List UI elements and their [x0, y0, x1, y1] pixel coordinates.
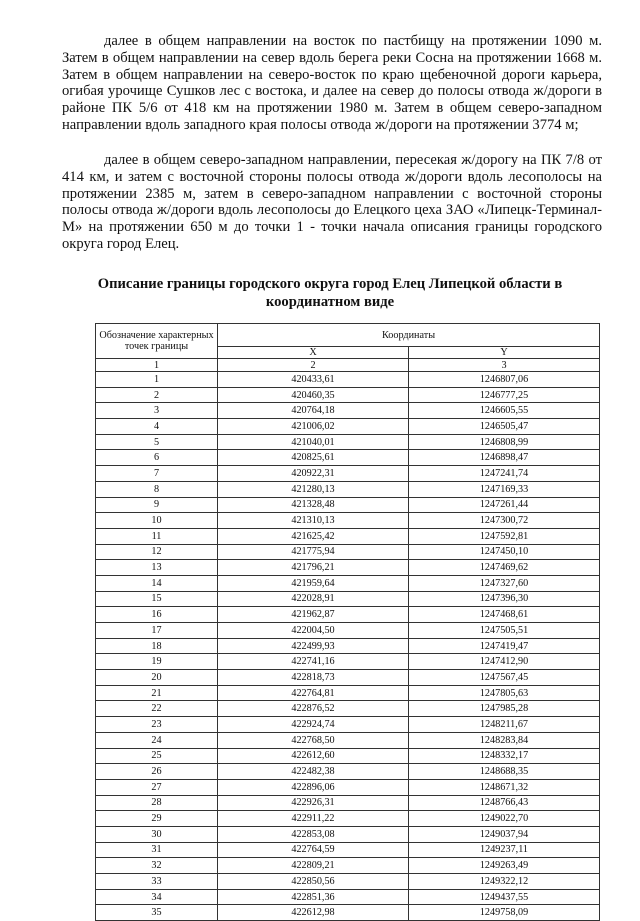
x-coordinate-cell: 421625,42: [218, 528, 409, 544]
table-row: [96, 591, 600, 607]
point-number-cell: 35: [96, 905, 218, 921]
point-number-cell: 3: [96, 403, 218, 419]
point-number-cell: 7: [96, 466, 218, 482]
point-number-cell: 1: [96, 372, 218, 388]
point-number-cell: 18: [96, 638, 218, 654]
table-row: [96, 670, 600, 686]
point-number-cell: 15: [96, 591, 218, 607]
y-coordinate-cell: 1246605,55: [409, 403, 600, 419]
x-coordinate-cell: 422851,36: [218, 889, 409, 905]
y-coordinate-cell: 1247412,90: [409, 654, 600, 670]
table-row: [96, 466, 600, 482]
table-row: [96, 575, 600, 591]
table-row: [96, 795, 600, 811]
x-coordinate-cell: 422876,52: [218, 701, 409, 717]
point-number-cell: 32: [96, 858, 218, 874]
y-coordinate-cell: 1247592,81: [409, 528, 600, 544]
x-coordinate-cell: 420922,31: [218, 466, 409, 482]
table-row: [96, 623, 600, 639]
x-coordinate-cell: 421280,13: [218, 481, 409, 497]
y-coordinate-cell: 1249263,49: [409, 858, 600, 874]
table-row: [96, 638, 600, 654]
y-coordinate-cell: 1246807,06: [409, 372, 600, 388]
point-number-cell: 26: [96, 764, 218, 780]
y-coordinate-cell: 1247169,33: [409, 481, 600, 497]
y-coordinate-cell: 1248283,84: [409, 732, 600, 748]
table-row: [96, 387, 600, 403]
table-row: [96, 732, 600, 748]
point-number-cell: 5: [96, 434, 218, 450]
x-coordinate-cell: 422764,59: [218, 842, 409, 858]
point-number-cell: 24: [96, 732, 218, 748]
table-row: [96, 779, 600, 795]
header-coordinates: Координаты: [218, 324, 600, 347]
table-row: [96, 544, 600, 560]
x-coordinate-cell: 422741,16: [218, 654, 409, 670]
table-row: [96, 654, 600, 670]
x-coordinate-cell: 421310,13: [218, 513, 409, 529]
point-number-cell: 13: [96, 560, 218, 576]
point-number-cell: 30: [96, 826, 218, 842]
x-coordinate-cell: 422499,93: [218, 638, 409, 654]
table-row: [96, 434, 600, 450]
table-row: [96, 874, 600, 890]
x-coordinate-cell: 422764,81: [218, 685, 409, 701]
column-number: 2: [218, 359, 409, 372]
point-number-cell: 4: [96, 419, 218, 435]
point-number-cell: 8: [96, 481, 218, 497]
point-number-cell: 33: [96, 874, 218, 890]
y-coordinate-cell: 1249322,12: [409, 874, 600, 890]
y-coordinate-cell: 1249022,70: [409, 811, 600, 827]
y-coordinate-cell: 1249237,11: [409, 842, 600, 858]
point-number-cell: 11: [96, 528, 218, 544]
point-number-cell: 34: [96, 889, 218, 905]
y-coordinate-cell: 1246808,99: [409, 434, 600, 450]
table-body: [96, 372, 600, 921]
table-row: [96, 748, 600, 764]
header-points: Обозначение характерных точек границы: [96, 324, 218, 359]
table-row: [96, 450, 600, 466]
x-coordinate-cell: 422896,06: [218, 779, 409, 795]
y-coordinate-cell: 1247241,74: [409, 466, 600, 482]
table-row: [96, 764, 600, 780]
point-number-cell: 31: [96, 842, 218, 858]
point-number-cell: 27: [96, 779, 218, 795]
paragraph-boundary-northwest: далее в общем северо-западном направлении, пересекая ж/дорогу на ПК 7/8 от 414 км, и затем с восточной стороны полосы отвода ж/дороги вдоль лесополосы на протяжении 2385 м, затем в северо-западном направлении с восточной стороны полосы отвода ж/дороги вдоль лесополосы до Елецкого цеха ЗАО «Липецк-Терминал-М» на протяжении 650 м до точки 1 - точки начала описания границы городского округа город Елец.: [62, 152, 602, 252]
table-row: [96, 528, 600, 544]
y-coordinate-cell: 1247327,60: [409, 575, 600, 591]
point-number-cell: 10: [96, 513, 218, 529]
table-row: [96, 685, 600, 701]
y-coordinate-cell: 1249037,94: [409, 826, 600, 842]
table-row: [96, 497, 600, 513]
point-number-cell: 25: [96, 748, 218, 764]
table-row: [96, 607, 600, 623]
x-coordinate-cell: 422926,31: [218, 795, 409, 811]
y-coordinate-cell: 1247505,51: [409, 623, 600, 639]
column-number: 3: [409, 359, 600, 372]
table-row: [96, 403, 600, 419]
y-coordinate-cell: 1249758,09: [409, 905, 600, 921]
y-coordinate-cell: 1249437,55: [409, 889, 600, 905]
x-coordinate-cell: 420433,61: [218, 372, 409, 388]
point-number-cell: 22: [96, 701, 218, 717]
x-coordinate-cell: 420460,35: [218, 387, 409, 403]
point-number-cell: 28: [96, 795, 218, 811]
header-y: Y: [409, 347, 600, 359]
column-number: 1: [96, 359, 218, 372]
coordinates-table: [95, 323, 600, 921]
table-row: [96, 701, 600, 717]
x-coordinate-cell: 422028,91: [218, 591, 409, 607]
x-coordinate-cell: 422924,74: [218, 717, 409, 733]
y-coordinate-cell: 1247805,63: [409, 685, 600, 701]
y-coordinate-cell: 1248671,32: [409, 779, 600, 795]
table-row: [96, 889, 600, 905]
y-coordinate-cell: 1247396,30: [409, 591, 600, 607]
table-row: [96, 481, 600, 497]
table-row: [96, 717, 600, 733]
y-coordinate-cell: 1247450,10: [409, 544, 600, 560]
x-coordinate-cell: 421796,21: [218, 560, 409, 576]
table-row: [96, 826, 600, 842]
x-coordinate-cell: 422768,50: [218, 732, 409, 748]
point-number-cell: 2: [96, 387, 218, 403]
x-coordinate-cell: 422818,73: [218, 670, 409, 686]
header-x: X: [218, 347, 409, 359]
y-coordinate-cell: 1248688,35: [409, 764, 600, 780]
point-number-cell: 21: [96, 685, 218, 701]
x-coordinate-cell: 422853,08: [218, 826, 409, 842]
paragraph-boundary-east: далее в общем направлении на восток по пастбищу на протяжении 1090 м. Затем в общем направлении на север вдоль берега реки Сосна на протяжении 1668 м. Затем в общем направлении на северо-восток по краю щебеночной дороги карьера, огибая урочище Сушков лес с востока, и далее на север до полосы отвода ж/дороги в районе ПК 5/6 от 418 км на протяжении 1980 м. Затем в общем северо-западном направлении вдоль западного края полосы отвода ж/дороги на протяжении 3774 м;: [62, 33, 602, 133]
y-coordinate-cell: 1247468,61: [409, 607, 600, 623]
table-row: [96, 372, 600, 388]
point-number-cell: 19: [96, 654, 218, 670]
y-coordinate-cell: 1246777,25: [409, 387, 600, 403]
x-coordinate-cell: 421775,94: [218, 544, 409, 560]
y-coordinate-cell: 1248766,43: [409, 795, 600, 811]
x-coordinate-cell: 422612,60: [218, 748, 409, 764]
point-number-cell: 9: [96, 497, 218, 513]
table-row: [96, 842, 600, 858]
y-coordinate-cell: 1246898,47: [409, 450, 600, 466]
point-number-cell: 29: [96, 811, 218, 827]
table-row: [96, 858, 600, 874]
x-coordinate-cell: 422850,56: [218, 874, 409, 890]
point-number-cell: 16: [96, 607, 218, 623]
y-coordinate-cell: 1247469,62: [409, 560, 600, 576]
table-row: [96, 513, 600, 529]
table-row: [96, 419, 600, 435]
point-number-cell: 6: [96, 450, 218, 466]
y-coordinate-cell: 1248332,17: [409, 748, 600, 764]
x-coordinate-cell: 422004,50: [218, 623, 409, 639]
y-coordinate-cell: 1248211,67: [409, 717, 600, 733]
y-coordinate-cell: 1247985,28: [409, 701, 600, 717]
point-number-cell: 23: [96, 717, 218, 733]
point-number-cell: 12: [96, 544, 218, 560]
x-coordinate-cell: 420764,18: [218, 403, 409, 419]
x-coordinate-cell: 421962,87: [218, 607, 409, 623]
section-heading: Описание границы городского округа город Елец Липецкой области в координатном виде: [97, 276, 563, 310]
y-coordinate-cell: 1247300,72: [409, 513, 600, 529]
x-coordinate-cell: 421959,64: [218, 575, 409, 591]
x-coordinate-cell: 422612,98: [218, 905, 409, 921]
y-coordinate-cell: 1247419,47: [409, 638, 600, 654]
x-coordinate-cell: 422809,21: [218, 858, 409, 874]
x-coordinate-cell: 420825,61: [218, 450, 409, 466]
x-coordinate-cell: 421040,01: [218, 434, 409, 450]
x-coordinate-cell: 422911,22: [218, 811, 409, 827]
table-row: [96, 811, 600, 827]
x-coordinate-cell: 422482,38: [218, 764, 409, 780]
y-coordinate-cell: 1247567,45: [409, 670, 600, 686]
table-row: [96, 905, 600, 921]
point-number-cell: 14: [96, 575, 218, 591]
x-coordinate-cell: 421328,48: [218, 497, 409, 513]
y-coordinate-cell: 1246505,47: [409, 419, 600, 435]
point-number-cell: 17: [96, 623, 218, 639]
y-coordinate-cell: 1247261,44: [409, 497, 600, 513]
x-coordinate-cell: 421006,02: [218, 419, 409, 435]
point-number-cell: 20: [96, 670, 218, 686]
table-row: [96, 560, 600, 576]
